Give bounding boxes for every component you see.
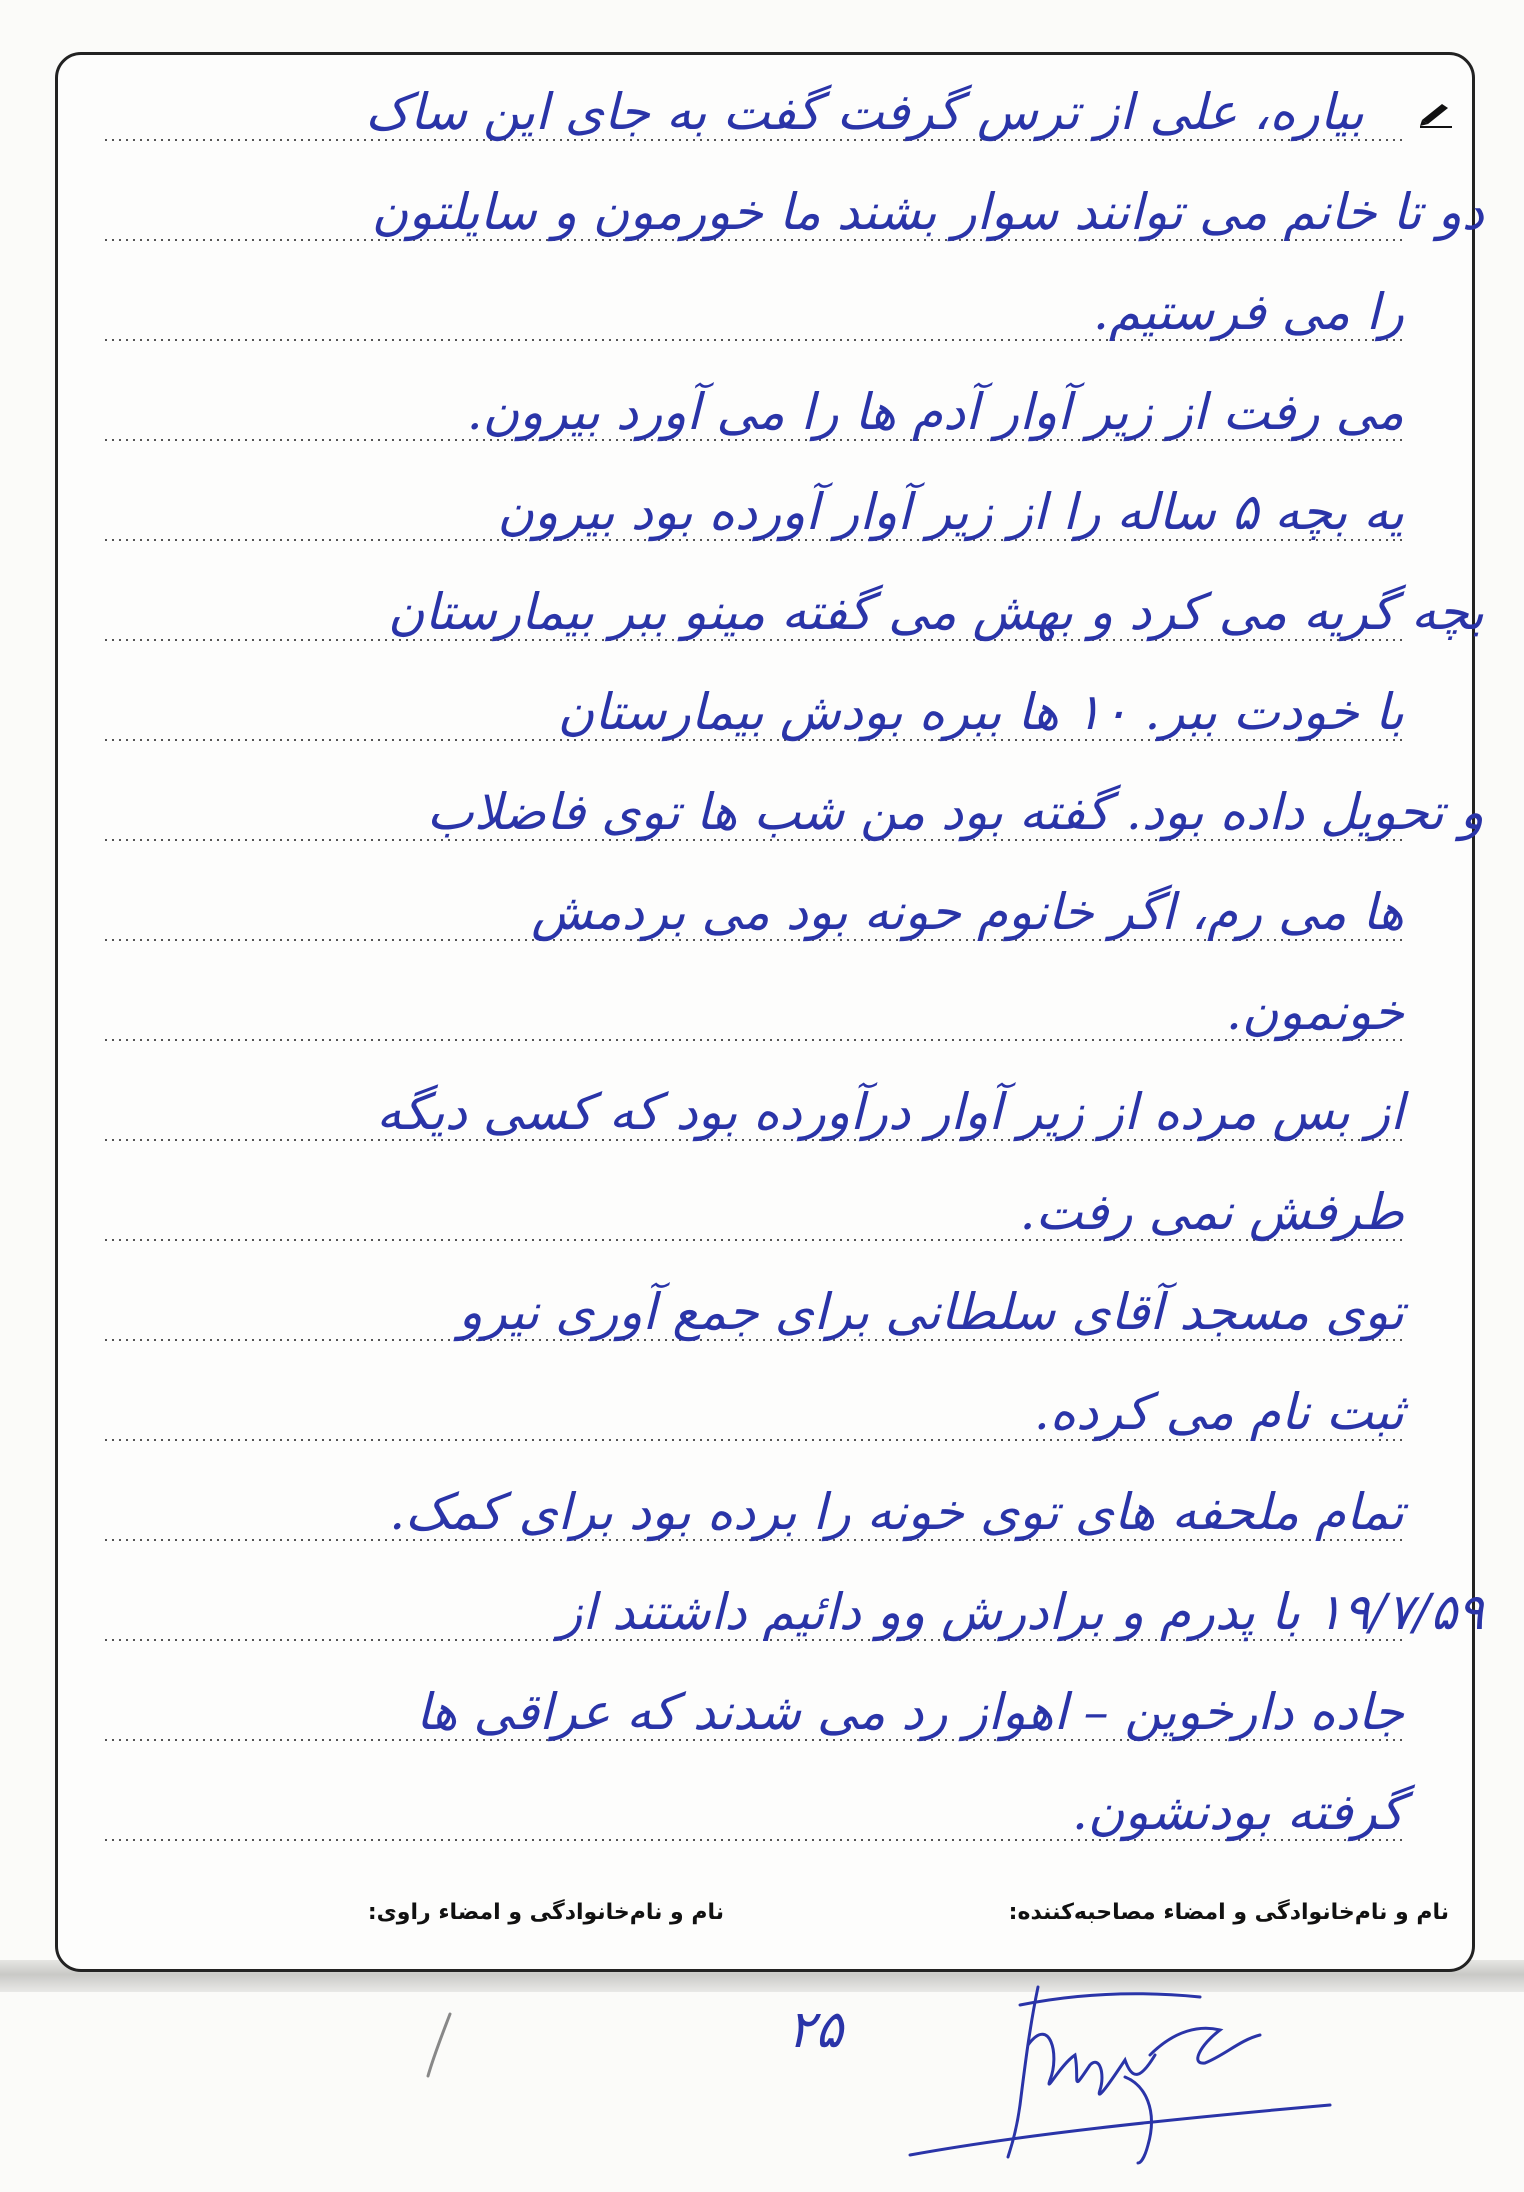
stray-pen-mark: [420, 2010, 460, 2080]
handwritten-line-16: ۱۹/۷/۵۹ با پدرم و برادرش وو دائیم داشتند از: [558, 1583, 1484, 1641]
handwritten-line-10: خونمون.: [1225, 983, 1404, 1041]
interviewer-signature-label: نام و نام‌خانوادگی و امضاء مصاحبه‌کننده:: [1008, 1900, 1449, 1925]
handwritten-line-8: و تحویل داده بود. گفته بود من شب ها توی فاضلاب: [426, 783, 1484, 841]
handwritten-line-6: بچه گریه می کرد و بهش می گفته مینو ببر بیمارستان: [387, 583, 1484, 641]
handwritten-line-2: دو تا خانم می توانند سوار بشند ما خورمون و سایلتون: [371, 183, 1484, 241]
pen-icon: [1418, 98, 1454, 128]
handwritten-line-3: را می فرستیم.: [1092, 283, 1404, 341]
handwritten-line-13: توی مسجد آقای سلطانی برای جمع آوری نیرو: [458, 1283, 1404, 1341]
handwritten-line-12: طرفش نمی رفت.: [1019, 1183, 1404, 1241]
handwritten-line-17: جاده دارخوین – اهواز رد می شدند که عراقی ها: [415, 1683, 1404, 1741]
interviewer-signature: [900, 1985, 1340, 2165]
handwritten-line-18: گرفته بودنشون.: [1071, 1783, 1404, 1841]
handwritten-line-7: با خودت ببر. ۱۰ ها ببره بودش بیمارستان: [557, 683, 1404, 741]
handwritten-line-11: از بس مرده از زیر آوار درآورده بود که کسی دیگه: [376, 1083, 1404, 1141]
narrator-signature-label: نام و نام‌خانوادگی و امضاء راوی:: [367, 1900, 724, 1925]
handwritten-line-9: ها می رم، اگر خانوم حونه بود می بردمش: [531, 883, 1404, 941]
handwritten-line-5: یه بچه ۵ ساله را از زیر آوار آورده بود بیرون: [497, 483, 1404, 541]
handwritten-line-4: می رفت از زیر آوار آدم ها را می آورد بیرون.: [466, 383, 1404, 441]
handwritten-line-14: ثبت نام می کرده.: [1033, 1383, 1404, 1441]
page-number: ۲۵: [787, 2000, 843, 2060]
handwritten-line-15: تمام ملحفه های توی خونه را برده بود برای کمک.: [389, 1483, 1404, 1541]
handwritten-line-1: بیاره، علی از ترس گرفت گفت به جای این ساک: [365, 83, 1364, 141]
